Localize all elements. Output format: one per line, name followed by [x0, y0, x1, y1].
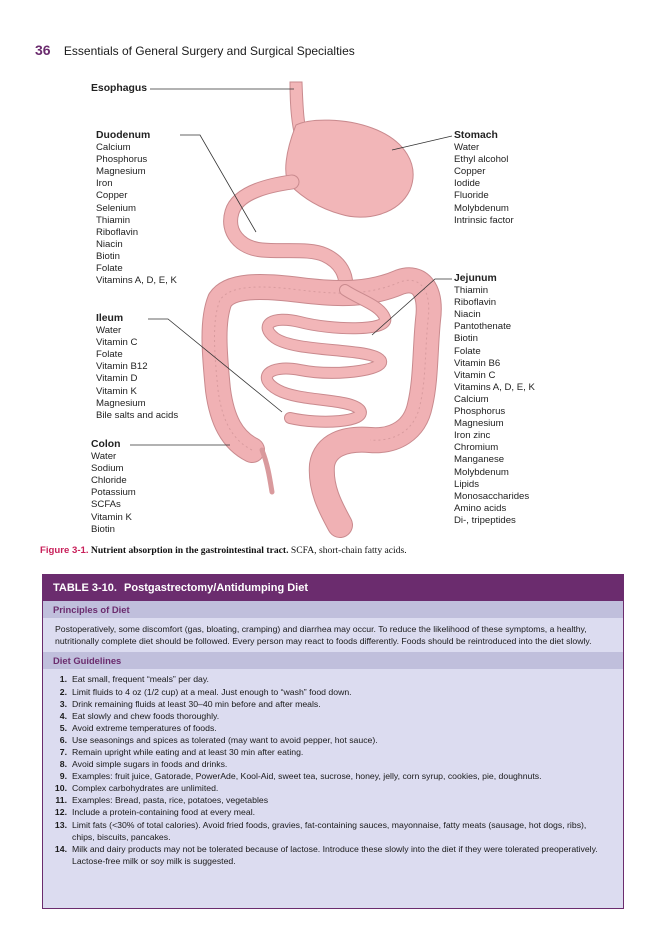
- guideline-item: [43, 686, 611, 698]
- stomach-item: Fluoride: [454, 190, 489, 202]
- guideline-item: [43, 843, 611, 867]
- guideline-number: 5.: [59, 722, 67, 733]
- book-title: Essentials of General Surgery and Surgical Specialties: [63, 44, 355, 58]
- page-number: 36: [35, 42, 51, 58]
- guideline-text: Drink remaining fluids at least 30–40 min before and after meals.: [72, 698, 321, 709]
- duodenum-item: Iron: [96, 178, 113, 190]
- jejunum-item: Biotin: [454, 333, 478, 345]
- guideline-text: Remain upright while eating and at least 30 min after eating.: [72, 746, 304, 757]
- stomach-title: Stomach: [454, 130, 498, 141]
- ileum-title: Ileum: [96, 313, 124, 324]
- colon-item: Water: [91, 451, 117, 463]
- jejunum-item: Amino acids: [454, 502, 507, 514]
- guideline-text: Milk and dairy products may not be tolerated because of lactose. Introduce these slowly into the diet if they were tolerated preoperatively. Lactose-free milk or soy milk is suggested.: [72, 843, 598, 866]
- stomach-item: Intrinsic factor: [454, 214, 514, 226]
- jejunum-item: Manganese: [454, 454, 505, 466]
- ileum-item: Water: [96, 325, 122, 337]
- gi-tract-figure: [0, 70, 659, 542]
- guideline-number: 10.: [54, 783, 67, 794]
- figure-caption-text: SCFA, short-chain fatty acids.: [290, 545, 407, 556]
- principles-text: Postoperatively, some discomfort (gas, bloating, cramping) and diarrhea may occur. To reduce the likelihood of these symptoms, a healthy, nutritionally complete diet should be followed. Every person may react to foods differently. Foods should be reintroduced into the diet slowly.: [55, 624, 592, 647]
- duodenum-item: Vitamins A, D, E, K: [96, 275, 177, 287]
- jejunum-label: [454, 273, 535, 527]
- duodenum-title: Duodenum: [96, 130, 151, 141]
- jejunum-item: Vitamin B6: [454, 357, 501, 369]
- guideline-text: Eat small, frequent “meals” per day.: [72, 674, 209, 685]
- duodenum-item: Niacin: [96, 238, 123, 250]
- guideline-text: Avoid simple sugars in foods and drinks.: [72, 759, 228, 770]
- jejunum-item: Monosaccharides: [454, 490, 530, 502]
- running-head: [35, 42, 355, 58]
- stomach-item: Water: [454, 142, 480, 154]
- ileum-item: Magnesium: [96, 397, 146, 409]
- duodenum-label: [96, 130, 177, 287]
- jejunum-item: Iron zinc: [454, 430, 491, 442]
- guideline-number: 9.: [59, 771, 67, 782]
- jejunum-item: Calcium: [454, 393, 489, 405]
- jejunum-item: Di-, tripeptides: [454, 514, 516, 526]
- guidelines-heading: Diet Guidelines: [43, 652, 623, 669]
- guideline-number: 8.: [59, 759, 67, 770]
- colon-item: Biotin: [91, 523, 115, 535]
- figure-title: Nutrient absorption in the gastrointestinal tract.: [90, 545, 289, 556]
- guideline-text: Examples: fruit juice, Gatorade, PowerAde, Kool-Aid, sweet tea, sucrose, honey, jelly, corn syrup, cookies, pie, doughnuts.: [72, 771, 542, 782]
- duodenum-item: Selenium: [96, 202, 136, 214]
- appendix-shape: [262, 450, 272, 492]
- jejunum-item: Riboflavin: [454, 297, 497, 309]
- guideline-item: [43, 673, 611, 685]
- guideline-item: [43, 746, 611, 758]
- table-title: Postgastrectomy/Antidumping Diet: [124, 582, 309, 594]
- ileum-item: Bile salts and acids: [96, 409, 179, 421]
- diet-table: [42, 574, 624, 909]
- figure-label: Figure 3-1.: [40, 545, 89, 556]
- guideline-item: [43, 794, 611, 806]
- ileum-item: Vitamin C: [96, 337, 138, 349]
- guideline-number: 13.: [54, 819, 67, 830]
- jejunum-item: Thiamin: [454, 285, 489, 297]
- guideline-item: [43, 806, 611, 818]
- table-label: TABLE 3-10.: [53, 582, 117, 594]
- jejunum-item: Folate: [454, 345, 481, 357]
- guideline-number: 12.: [54, 807, 67, 818]
- colon-item: Chloride: [91, 475, 127, 487]
- stomach-item: Ethyl alcohol: [454, 154, 509, 166]
- jejunum-item: Magnesium: [454, 418, 504, 430]
- guideline-text: Limit fluids to 4 oz (1/2 cup) at a meal. Just enough to “wash” food down.: [72, 686, 352, 697]
- ileum-item: Folate: [96, 349, 123, 361]
- colon-label: [91, 439, 136, 536]
- ileum-item: Vitamin B12: [96, 361, 148, 373]
- jejunum-item: Vitamin C: [454, 369, 496, 381]
- jejunum-item: Chromium: [454, 442, 499, 454]
- guideline-number: 3.: [59, 698, 67, 709]
- colon-item: Sodium: [91, 463, 124, 475]
- jejunum-item: Lipids: [454, 478, 480, 490]
- table-title-bar: [43, 575, 623, 601]
- stomach-item: Molybdenum: [454, 202, 509, 214]
- duodenum-item: Folate: [96, 263, 123, 275]
- jejunum-item: Vitamins A, D, E, K: [454, 381, 535, 393]
- duodenum-item: Phosphorus: [96, 154, 148, 166]
- leader-stomach: [392, 136, 452, 150]
- stomach-item: Copper: [454, 166, 486, 178]
- guideline-number: 7.: [59, 746, 67, 757]
- guidelines-list: [43, 669, 623, 867]
- guideline-item: [43, 734, 611, 746]
- colon-item: Potassium: [91, 487, 136, 499]
- esophagus-title: Esophagus: [91, 83, 148, 94]
- guideline-item: [43, 819, 611, 843]
- guideline-text: Include a protein-containing food at every meal.: [72, 807, 256, 818]
- guideline-text: Use seasonings and spices as tolerated (may want to avoid pepper, hot sauce).: [72, 734, 378, 745]
- jejunum-title: Jejunum: [454, 273, 497, 284]
- guideline-item: [43, 722, 611, 734]
- duodenum-item: Riboflavin: [96, 226, 139, 238]
- stomach-label: [454, 130, 514, 227]
- colon-title: Colon: [91, 439, 121, 450]
- guideline-item: [43, 698, 611, 710]
- leader-duodenum: [180, 135, 256, 232]
- guideline-number: 1.: [59, 674, 67, 685]
- principles-heading: Principles of Diet: [43, 601, 623, 618]
- guideline-number: 4.: [59, 710, 67, 721]
- colon-item: Vitamin K: [91, 511, 132, 523]
- duodenum-item: Biotin: [96, 250, 120, 262]
- guideline-text: Complex carbohydrates are unlimited.: [72, 783, 219, 794]
- duodenum-item: Thiamin: [96, 214, 131, 226]
- jejunum-item: Molybdenum: [454, 466, 509, 478]
- guideline-item: [43, 710, 611, 722]
- duodenum-item: Copper: [96, 190, 128, 202]
- ileum-item: Vitamin D: [96, 373, 138, 385]
- colon-item: SCFAs: [91, 499, 121, 511]
- guideline-text: Avoid extreme temperatures of foods.: [72, 722, 217, 733]
- jejunum-item: Phosphorus: [454, 406, 506, 418]
- guideline-text: Examples: Bread, pasta, rice, potatoes, vegetables: [72, 795, 269, 806]
- duodenum-item: Magnesium: [96, 166, 146, 178]
- guideline-text: Limit fats (<30% of total calories). Avoid fried foods, gravies, fat-containing sauces, mayonnaise, fatty meats (sausage, hot dogs, ribs), chips, biscuits, pancakes.: [72, 819, 587, 842]
- guideline-number: 11.: [55, 795, 67, 806]
- ileum-item: Vitamin K: [96, 385, 137, 397]
- guideline-number: 6.: [59, 734, 67, 745]
- jejunum-item: Pantothenate: [454, 321, 512, 333]
- guideline-number: 14.: [54, 843, 67, 854]
- guideline-number: 2.: [59, 686, 67, 697]
- figure-caption: [40, 545, 407, 556]
- jejunum-item: Niacin: [454, 309, 481, 321]
- guideline-item: [43, 770, 611, 782]
- guideline-item: [43, 782, 611, 794]
- guideline-item: [43, 758, 611, 770]
- esophagus-label: [91, 83, 147, 95]
- stomach-shape: [286, 120, 413, 217]
- duodenum-item: Calcium: [96, 142, 131, 154]
- ileum-label: [96, 313, 178, 422]
- guideline-text: Eat slowly and chew foods thoroughly.: [72, 710, 220, 721]
- stomach-item: Iodide: [454, 178, 481, 190]
